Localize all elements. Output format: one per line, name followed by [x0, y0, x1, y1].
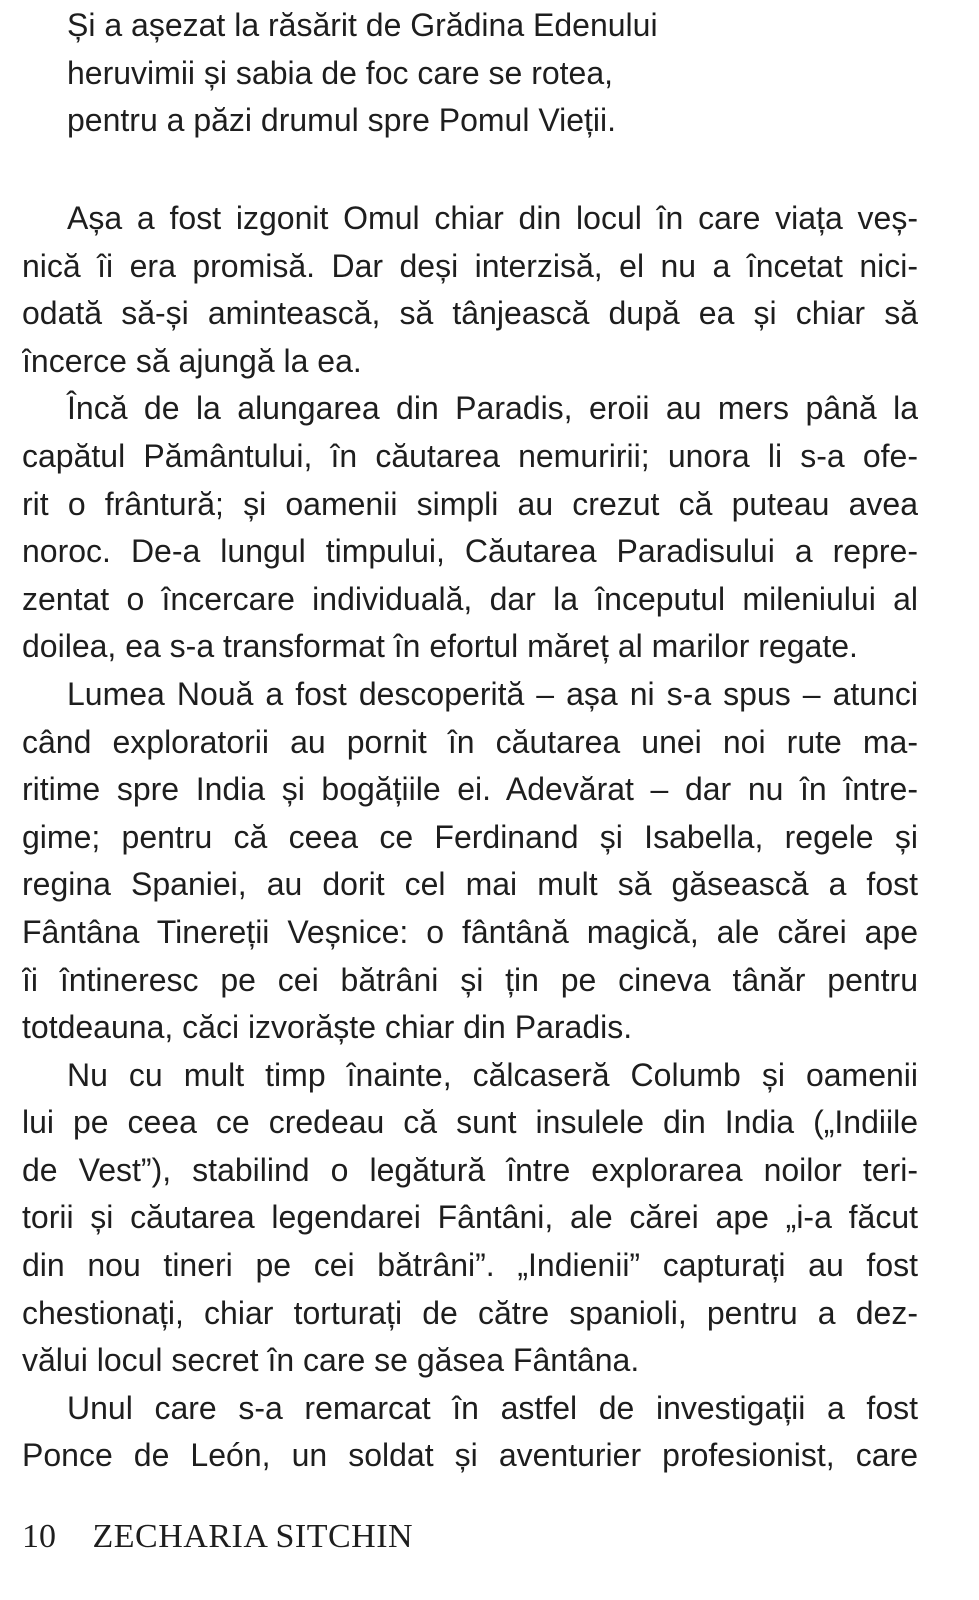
text-line: Încă de la alungarea din Paradis, eroii au mers până la: [67, 390, 918, 427]
text-line: nică îi era promisă. Dar deși interzisă, el nu a încetat nici-: [22, 247, 918, 284]
epigraph-line: heruvimii și sabia de foc care se rotea,: [67, 54, 614, 91]
text-line: totdeauna, căci izvorăște chiar din Paradis.: [22, 1009, 633, 1046]
text-line: îi întineresc pe cei bătrâni și țin pe cineva tânăr pentru: [22, 961, 918, 998]
running-head: ZECHARIA SITCHIN: [92, 1518, 414, 1555]
text-line: încerce să ajungă la ea.: [22, 342, 362, 379]
text-line: zentat o încercare individuală, dar la începutul mileniului al: [22, 580, 918, 617]
body-text: [22, 195, 918, 1480]
text-line: când exploratorii au pornit în căutarea unei noi rute ma-: [22, 723, 918, 760]
text-line: gime; pentru că ceea ce Ferdinand și Isabella, regele și: [22, 818, 918, 855]
text-line: capătul Pământului, în căutarea nemuririi; unora li s-a ofe-: [22, 437, 918, 474]
text-line: regina Spaniei, au dorit cel mai mult să găsească a fost: [22, 866, 918, 903]
text-line: Așa a fost izgonit Omul chiar din locul în care viața veș-: [67, 200, 918, 236]
page-number: 10: [22, 1518, 56, 1555]
text-line: Fântâna Tinereții Veșnice: o fântână magică, ale cărei ape: [22, 913, 918, 950]
text-line: doilea, ea s-a transformat în efortul măreț al marilor regate.: [22, 628, 858, 665]
text-line: Unul care s-a remarcat în astfel de investigații a fost: [67, 1389, 918, 1426]
epigraph-line: pentru a păzi drumul spre Pomul Vieții.: [67, 102, 617, 139]
text-line: Nu cu mult timp înainte, călcaseră Columb și oamenii: [67, 1056, 918, 1093]
epigraph: [67, 2, 927, 145]
text-line: Lumea Nouă a fost descoperită – așa ni s-a spus – atunci: [67, 675, 918, 712]
text-line: torii și căutarea legendarei Fântâni, ale cărei ape „i-a făcut: [22, 1199, 918, 1236]
epigraph-line: Și a așezat la răsărit de Grădina Edenului: [67, 7, 658, 43]
text-line: lui pe ceea ce credeau că sunt insulele din India („Indiile: [22, 1104, 918, 1141]
text-line: rit o frântură; și oamenii simpli au crezut că puteau avea: [22, 485, 918, 522]
text-line: ritime spre India și bogățiile ei. Adevărat – dar nu în între-: [22, 771, 918, 808]
page-footer: [22, 1512, 413, 1562]
text-line: Ponce de León, un soldat și aventurier profesionist, care: [22, 1437, 918, 1474]
text-line: noroc. De-a lungul timpului, Căutarea Paradisului a repre-: [22, 533, 918, 570]
text-line: de Vest”), stabilind o legătură între explorarea noilor teri-: [22, 1151, 918, 1188]
text-line: odată să-și amintească, să tânjească după ea și chiar să: [22, 295, 918, 332]
text-line: chestionați, chiar torturați de către spanioli, pentru a dez-: [22, 1294, 918, 1331]
text-line: din nou tineri pe cei bătrâni”. „Indienii” capturați au fost: [22, 1247, 918, 1284]
text-line: vălui locul secret în care se găsea Fântâna.: [22, 1342, 640, 1379]
